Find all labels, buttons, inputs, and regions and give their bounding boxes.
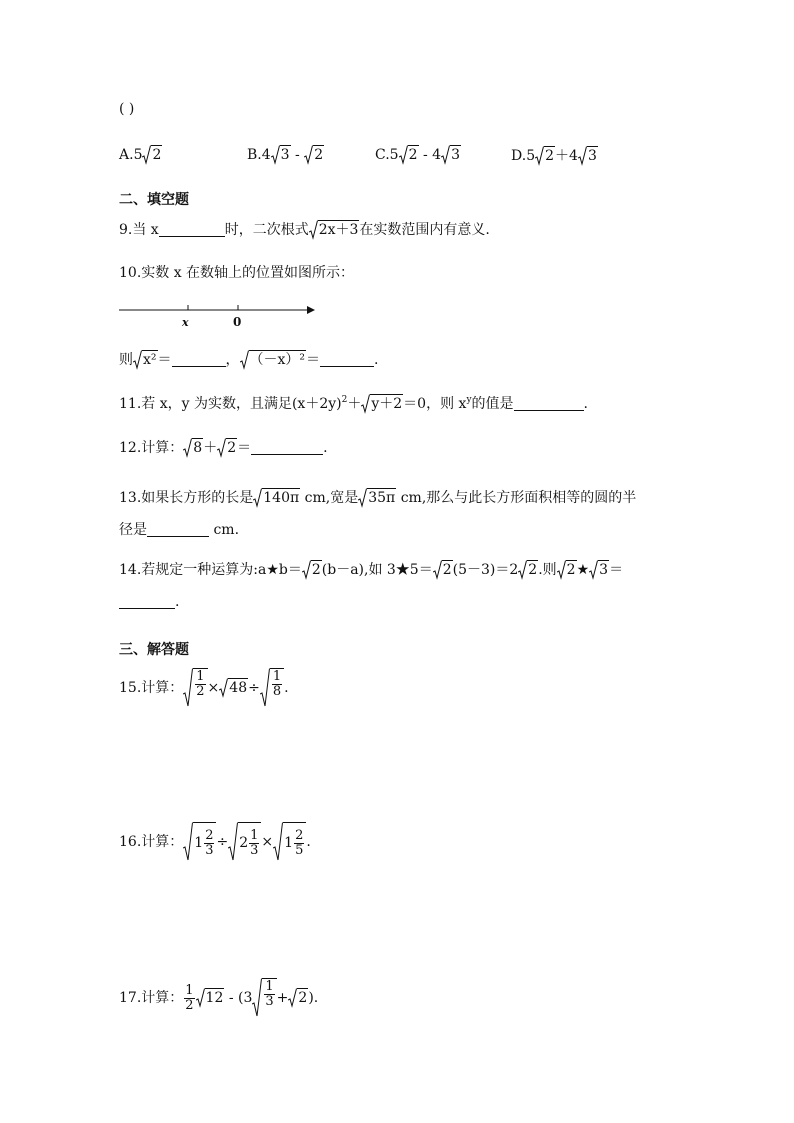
sqrt xyxy=(183,438,203,458)
denominator: 2 xyxy=(196,684,205,699)
section-heading-fill-in: 二、填空题 xyxy=(119,192,189,208)
answer-blank[interactable] xyxy=(119,594,175,609)
radicand: 35π xyxy=(368,490,396,506)
sqrt xyxy=(288,988,308,1008)
radicand: 3 xyxy=(451,147,460,163)
whole-number: 1 xyxy=(194,835,204,851)
question-14 xyxy=(119,560,623,580)
sqrt xyxy=(183,668,207,708)
radicand: 140π xyxy=(263,490,300,506)
exponent: 2 xyxy=(341,395,348,405)
q12-text: 12.计算： xyxy=(119,440,184,456)
radicand: 2 xyxy=(298,990,308,1006)
q16-text: ÷ xyxy=(216,834,229,850)
q10-text: . xyxy=(374,352,379,368)
numerator: 2 xyxy=(205,827,214,843)
fraction xyxy=(294,829,304,858)
option-b-label: B. xyxy=(247,147,262,163)
sqrt xyxy=(142,145,162,165)
radicand: 2 xyxy=(311,562,321,578)
sqrt xyxy=(399,145,419,165)
option-d-coef2: 4 xyxy=(569,148,578,164)
answer-blank[interactable] xyxy=(172,352,226,367)
question-9 xyxy=(119,220,490,240)
whole-number: 2 xyxy=(239,835,249,851)
question-13 xyxy=(119,488,636,508)
sqrt xyxy=(273,822,306,862)
question-11 xyxy=(119,394,588,414)
denominator: 2 xyxy=(185,997,194,1013)
option-c xyxy=(375,145,461,165)
operator: - xyxy=(418,147,433,163)
q14-text: . xyxy=(175,594,180,610)
q13-text: cm,那么与此长方形面积相等的圆的半 xyxy=(396,490,637,506)
question-12 xyxy=(119,438,328,458)
q11-text: ＋ xyxy=(347,396,362,412)
section-heading-answer: 三、解答题 xyxy=(119,642,189,658)
answer-blank[interactable] xyxy=(320,352,374,367)
radicand: 3 xyxy=(280,147,290,163)
radicand: 2 xyxy=(528,562,538,578)
answer-blank[interactable] xyxy=(514,396,584,411)
radicand: 3 xyxy=(587,148,597,164)
radicand: 2 xyxy=(314,147,324,163)
sqrt xyxy=(578,146,598,166)
option-d-label: D. xyxy=(511,148,527,164)
q10-text: 10.实数 x 在数轴上的位置如图所示： xyxy=(119,265,355,281)
option-c-coef2: 4 xyxy=(432,147,442,163)
q10-text: 则 xyxy=(119,352,133,368)
q9-text: 在实数范围内有意义. xyxy=(359,222,490,238)
q14-text: .则 xyxy=(538,562,557,578)
option-c-label: C. xyxy=(375,147,390,163)
sqrt xyxy=(441,145,461,165)
fraction xyxy=(184,984,194,1013)
answer-blank[interactable] xyxy=(251,440,323,455)
sqrt xyxy=(557,560,577,580)
radicand: y＋2 xyxy=(371,396,403,412)
arrow-right-icon xyxy=(307,306,315,314)
fraction xyxy=(195,670,205,699)
sqrt xyxy=(589,560,609,580)
q10-text: ＝ xyxy=(306,352,321,368)
option-c-coef: 5 xyxy=(389,147,399,163)
radicand: （－x）² xyxy=(249,352,306,368)
option-d-coef: 5 xyxy=(526,148,536,164)
sqrt xyxy=(304,145,324,165)
numerator: 1 xyxy=(265,979,274,994)
denominator: 3 xyxy=(250,842,259,858)
question-16 xyxy=(119,822,311,862)
q13-text: 径是 xyxy=(119,522,147,538)
denominator: 3 xyxy=(205,842,214,858)
number-line-figure xyxy=(119,298,319,330)
tick-label-x: x xyxy=(182,316,189,329)
q15-text: ÷ xyxy=(248,680,260,696)
sqrt xyxy=(309,220,360,240)
sqrt xyxy=(253,488,300,508)
radicand: 2 xyxy=(566,562,576,578)
q17-text: ). xyxy=(308,990,319,1006)
q15-text: 15.计算： xyxy=(119,680,184,696)
sqrt xyxy=(183,822,216,862)
q17-text: + xyxy=(276,990,289,1006)
q11-text: . xyxy=(583,396,588,412)
radicand: x² xyxy=(143,352,157,368)
numerator: 1 xyxy=(196,669,205,684)
numerator: 1 xyxy=(272,669,282,684)
whole-number: 1 xyxy=(284,835,294,851)
radicand: 12 xyxy=(205,990,224,1006)
q11-text: 11.若 x，y 为实数，且满足(x＋2y) xyxy=(119,396,342,412)
option-a xyxy=(119,145,162,165)
q12-text: ＝ xyxy=(237,440,252,456)
sqrt xyxy=(358,488,396,508)
numerator: 2 xyxy=(295,827,304,843)
option-b xyxy=(247,145,324,165)
question-14-line2 xyxy=(119,592,179,612)
q12-text: ＋ xyxy=(203,440,218,456)
fraction xyxy=(272,670,282,699)
sqrt xyxy=(240,350,307,370)
question-15 xyxy=(119,668,289,708)
radicand: 2x＋3 xyxy=(318,222,359,238)
q14-text: ＝ xyxy=(609,562,624,578)
sqrt xyxy=(518,560,538,580)
radicand: 2 xyxy=(227,440,237,456)
radicand: 2 xyxy=(408,147,418,163)
denominator: 3 xyxy=(265,994,274,1009)
fraction xyxy=(249,829,259,858)
fraction xyxy=(264,980,274,1009)
question-10-answers xyxy=(119,350,378,370)
q10-text: ＝ xyxy=(157,352,172,368)
numerator: 1 xyxy=(250,827,259,843)
q11-text: 的值是 xyxy=(471,396,514,412)
sqrt xyxy=(260,668,284,708)
operator: ＋ xyxy=(555,148,570,164)
sqrt xyxy=(361,394,403,414)
sqrt xyxy=(228,822,261,862)
q14-text: (5－3)＝2 xyxy=(452,562,519,578)
radicand: 3 xyxy=(599,562,609,578)
radicand: 8 xyxy=(193,440,203,456)
fraction xyxy=(204,829,214,858)
sqrt xyxy=(535,146,555,166)
exponent: y xyxy=(466,395,472,405)
radicand: 2 xyxy=(442,562,452,578)
option-b-coef: 4 xyxy=(261,147,271,163)
answer-paren: ( ) xyxy=(119,101,135,117)
sqrt xyxy=(302,560,322,580)
option-d xyxy=(511,145,598,166)
sqrt xyxy=(433,560,453,580)
q16-text: 16.计算： xyxy=(119,834,184,850)
option-a-coef: 5 xyxy=(133,147,143,163)
q17-text: - (3 xyxy=(224,990,253,1006)
q15-text: . xyxy=(284,680,289,696)
denominator: 5 xyxy=(295,842,304,858)
q10-text: ， xyxy=(225,352,240,368)
sqrt xyxy=(219,678,248,698)
q12-text: . xyxy=(323,440,328,456)
q16-text: . xyxy=(306,834,311,850)
question-17 xyxy=(119,978,318,1018)
question-10 xyxy=(119,263,354,283)
radicand: 2 xyxy=(545,148,555,164)
q13-text: 13.如果长方形的长是 xyxy=(119,490,254,506)
q9-text: 9.当 x xyxy=(119,222,159,238)
q13-text: cm. xyxy=(209,522,240,538)
numerator: 1 xyxy=(185,982,194,998)
q14-text: 14.若规定一种运算为:a★b＝ xyxy=(119,562,302,578)
q9-text: 时，二次根式 xyxy=(224,222,309,238)
denominator: 8 xyxy=(272,684,282,699)
option-a-label: A. xyxy=(119,147,134,163)
answer-blank[interactable] xyxy=(147,522,209,537)
sqrt xyxy=(133,350,158,370)
q17-text: 17.计算： xyxy=(119,990,184,1006)
q14-text: ★ xyxy=(576,562,590,578)
question-13-line2 xyxy=(119,520,239,540)
answer-blank[interactable] xyxy=(159,222,225,237)
sqrt xyxy=(252,978,276,1018)
q16-text: × xyxy=(261,834,274,850)
operator: - xyxy=(290,147,305,163)
q15-text: × xyxy=(207,680,220,696)
sqrt xyxy=(196,988,225,1008)
sqrt xyxy=(217,438,237,458)
q11-text: ＝0，则 x xyxy=(403,396,467,412)
q13-text: cm,宽是 xyxy=(300,490,359,506)
tick-label-zero: 0 xyxy=(233,315,242,329)
radicand: 48 xyxy=(229,680,248,696)
q14-text: (b－a),如 3★5＝ xyxy=(321,562,433,578)
radicand: 2 xyxy=(152,147,162,163)
sqrt xyxy=(271,145,291,165)
